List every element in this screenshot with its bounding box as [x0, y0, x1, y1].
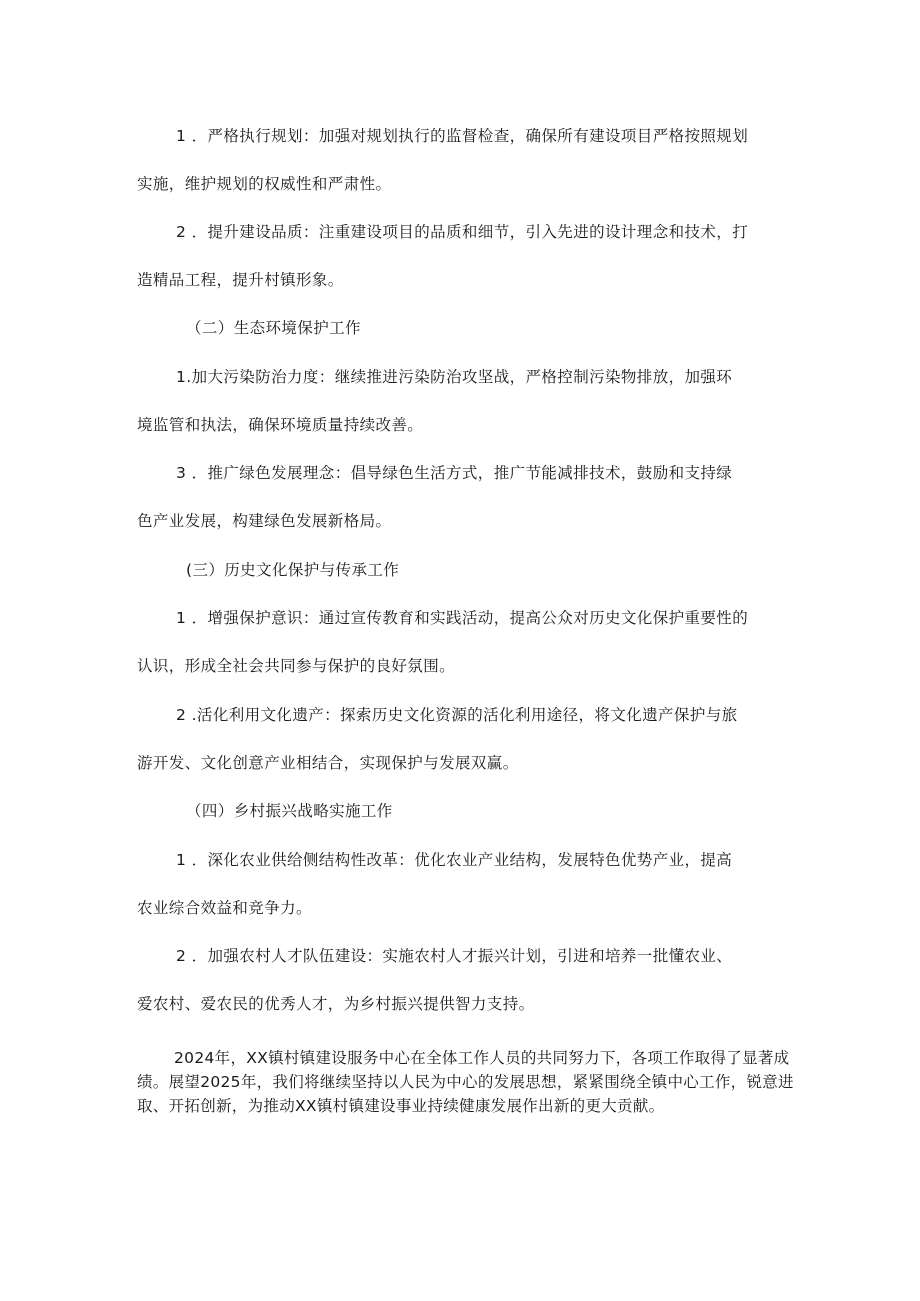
s4-heading: （四）乡村振兴战略实施工作 — [186, 802, 393, 820]
s4-item2-line2: 爱农村、爱农民的优秀人才，为乡村振兴提供智力支持。 — [137, 995, 535, 1013]
s2-item2-line1: 3 ．推广绿色发展理念：倡导绿色生活方式，推广节能减排技术，鼓励和支持绿 — [176, 464, 733, 482]
s4-item2-line1: 2 ．加强农村人才队伍建设：实施农村人才振兴计划，引进和培养一批懂农业、 — [176, 947, 733, 965]
s3-item1-line1: 1 ．增强保护意识：通过宣传教育和实践活动，提高公众对历史文化保护重要性的 — [176, 609, 749, 627]
s1-item1-line1: 1 ．严格执行规划：加强对规划执行的监督检查，确保所有建设项目严格按照规划 — [176, 127, 749, 145]
s4-item1-line1: 1 ．深化农业供给侧结构性改革：优化农业产业结构，发展特色优势产业，提高 — [176, 851, 733, 869]
s2-item1-line2: 境监管和执法，确保环境质量持续改善。 — [137, 416, 424, 434]
s1-item2-line1: 2 ．提升建设品质：注重建设项目的品质和细节，引入先进的设计理念和技术，打 — [176, 223, 749, 241]
s2-item1-line1: 1.加大污染防治力度：继续推进污染防治攻坚战，严格控制污染物排放，加强环 — [176, 368, 733, 386]
s1-item1-line2: 实施，维护规划的权威性和严肃性。 — [137, 175, 392, 193]
closing-paragraph: 2024年，XX镇村镇建设服务中心在全体工作人员的共同努力下，各项工作取得了显著成绩。展望2025年，我们将继续坚持以人民为中心的发展思想，紧紧围绕全镇中心工作，锐意进取、开拓创新，为推动XX镇村镇建设事业持续健康发展作出新的更大贡献。 — [137, 1049, 794, 1115]
s1-item2-line2: 造精品工程，提升村镇形象。 — [137, 271, 344, 289]
s3-item2-line2: 游开发、文化创意产业相结合，实现保护与发展双赢。 — [137, 754, 519, 772]
s2-heading: （二）生态环境保护工作 — [186, 319, 361, 337]
s2-item2-line2: 色产业发展，构建绿色发展新格局。 — [137, 512, 392, 530]
s4-item1-line2: 农业综合效益和竞争力。 — [137, 899, 312, 917]
s3-item2-line1: 2 .活化利用文化遗产：探索历史文化资源的活化利用途径，将文化遗产保护与旅 — [176, 706, 738, 724]
s3-item1-line2: 认识，形成全社会共同参与保护的良好氛围。 — [137, 657, 456, 675]
s3-heading: (三）历史文化保护与传承工作 — [186, 561, 400, 579]
